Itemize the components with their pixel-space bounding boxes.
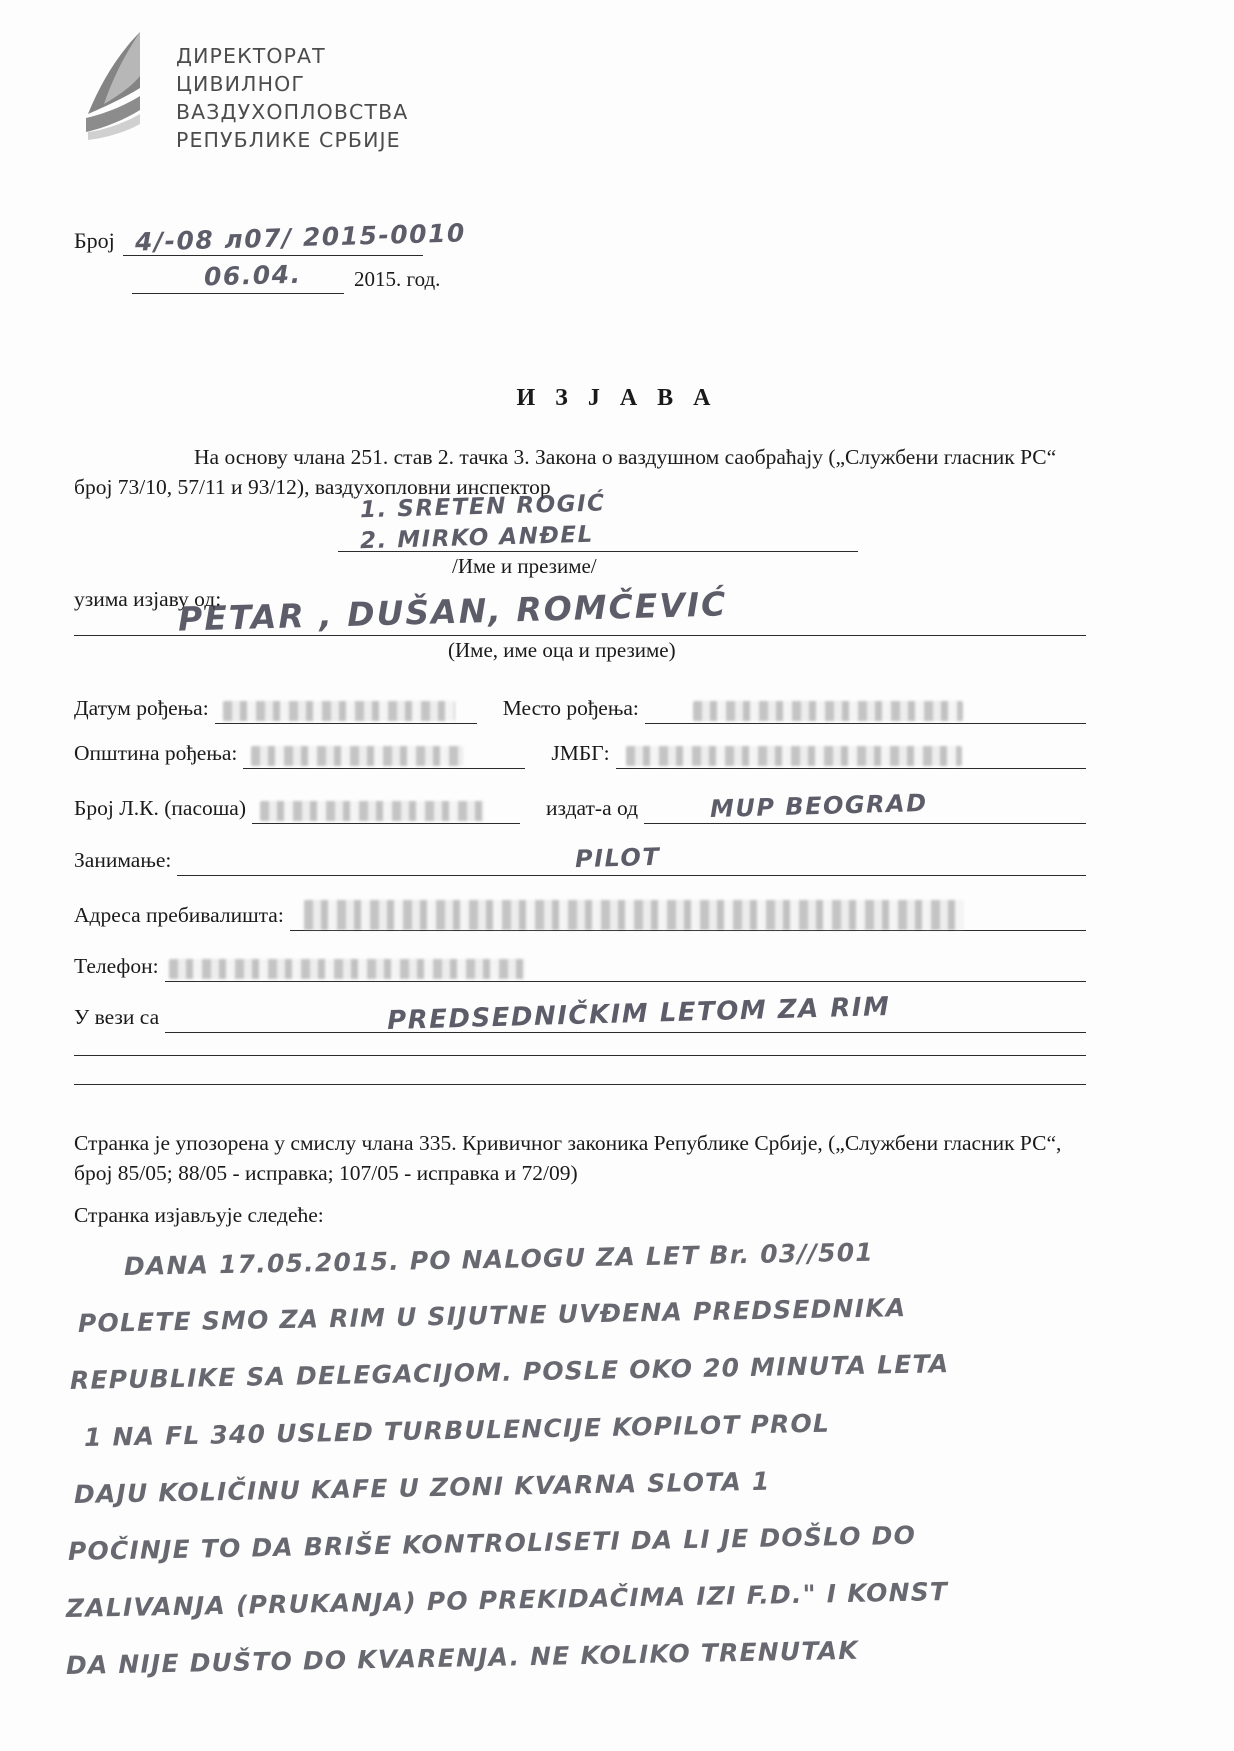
number-handwriting: 4/-08 л07/ 2015-0010 [134,218,466,257]
row-phone [74,948,1086,982]
inspector-names[interactable] [359,488,880,555]
subject-full-name[interactable]: PETAR , DUŠAN, ROMČEVIĆ [177,584,728,639]
address-redaction [304,900,964,930]
statement-line-7: ZALIVANJA (PRUKANJA) PO PREKIDAČIMA IZI F.D." I KONST [65,1577,949,1623]
letterhead-line-4: РЕПУБЛИКЕ СРБИЈЕ [176,128,401,152]
letterhead-line-3: ВАЗДУХОПЛОВСТВА [176,100,409,124]
letterhead-line-1: ДИРЕКТОРАТ [176,44,326,68]
blank-rule-2 [74,1084,1086,1085]
legal-warning-line-1: Странка је упозорена у смислу члана 335. Кривичног законика Републике Србије, („Службени гласник РС“, [74,1131,1062,1155]
birth-place-label: Место рођења: [502,696,639,720]
statement-line-5: DAJU KOLIČINU KAFE U ZONI KVARNA SLOTA 1 [73,1466,771,1509]
id-number-label: Број Л.К. (пасоша) [74,796,246,820]
issued-by-label: издат-а од [546,796,639,820]
legal-basis-line-1: На основу члана 251. став 2. тачка 3. Закона о ваздушном саобраћају („Службени гласник РС“ [194,445,1057,469]
inspector-name-1: 1. SRETEN ROGIĆ [359,490,606,524]
regarding-handwriting: PREDSEDNIČKIM LETOM ZA RIM [386,991,891,1037]
page-title: И З Ј А В А [516,385,718,411]
number-row [74,218,466,257]
letterhead-text [176,28,408,154]
number-label: Број [74,228,115,253]
statement-line [60,1293,1150,1362]
number-field[interactable] [123,218,466,257]
statement-line [60,1237,1150,1305]
legal-warning-line-2: број 85/05; 88/05 - исправка; 107/05 - исправка и 72/09) [74,1161,578,1185]
birth-place-input[interactable] [645,695,1086,724]
inspector-name-2: 2. MIRKO ANĐEL [359,521,595,555]
jmbg-redaction [626,746,962,766]
id-number-input[interactable] [252,795,520,824]
row-regarding [74,991,1086,1037]
id-number-redaction [260,801,484,821]
statement-line-4: 1 NA FL 340 USLED TURBULENCIJE KOPILOT PROL [83,1408,831,1452]
blank-rule-1 [74,1055,1086,1056]
row-id-issued [74,790,1086,824]
birth-date-input[interactable] [215,695,477,724]
phone-label: Телефон: [74,954,159,978]
occupation-label: Занимање: [74,848,172,872]
subject-name-caption: (Име, име оца и презиме) [448,638,676,662]
occupation-input[interactable] [177,842,1086,876]
birth-date-label: Датум рођења: [74,696,209,720]
birth-date-redaction [223,701,455,721]
birth-place-redaction [693,701,963,721]
date-row [74,256,440,294]
address-label: Адреса пребивалишта: [74,903,284,927]
document-meta [74,218,466,294]
letterhead-line-2: ЦИВИЛНОГ [176,72,305,96]
occupation-handwriting: PILOT [575,842,661,874]
statement-line-3: REPUBLIKE SA DELEGACIJOM. POSLE OKO 20 MINUTA LETA [69,1349,950,1395]
address-input[interactable] [290,902,1086,931]
legal-basis-line-2: број 73/10, 57/11 и 93/12), ваздухопловни инспектор [74,475,551,499]
regarding-label: У вези са [74,1005,160,1029]
year-label: 2015. год. [354,267,441,291]
civil-aviation-wing-logo-icon [78,28,162,148]
statement-line-8: DA NIJE DUŠTO DO KVARENJA. NE KOLIKO TRENUTAK [65,1635,860,1680]
phone-input[interactable] [165,953,1086,982]
declares-label: Странка изјављује следеће: [74,1203,324,1227]
inspector-name-rule [338,551,858,552]
birth-municipality-redaction [251,746,463,766]
statement-line-1: DANA 17.05.2015. PO NALOGU ZA LET Br. 03//501 [123,1237,875,1281]
statement-body[interactable] [60,1237,1150,1704]
birth-municipality-label: Општина рођења: [74,741,238,765]
row-occupation [74,842,1086,876]
inspector-name-caption: /Име и презиме/ [452,554,597,578]
regarding-input[interactable] [165,991,1086,1037]
statement-line [60,1466,1150,1533]
statement-line [60,1577,1150,1647]
issued-by-input[interactable] [644,788,1086,824]
phone-redaction [169,959,525,979]
statement-line-2: POLETE SMO ZA RIM U SIJUTNE UVĐENA PREDSEDNIKA [77,1293,907,1338]
takes-statement-from-label: узима изјаву од: [74,587,222,611]
row-birth [74,690,1086,724]
row-municipality-jmbg [74,735,1086,769]
date-field[interactable] [132,259,344,294]
statement-line-6: POČINJE TO DA BRIŠE KONTROLISETI DA LI JE DOŠLO DO [67,1520,917,1566]
statement-line [60,1635,1150,1704]
jmbg-label: ЈМБГ: [551,741,610,765]
statement-line [60,1520,1150,1590]
letterhead [78,28,408,154]
statement-line [60,1408,1150,1476]
statement-line [60,1349,1150,1419]
row-address [74,897,1086,931]
date-handwriting: 06.04. [203,259,302,292]
birth-municipality-input[interactable] [243,740,525,769]
issued-by-handwriting: MUP BEOGRAD [709,788,929,824]
legal-warning-paragraph [74,1128,1134,1188]
jmbg-input[interactable] [616,740,1086,769]
